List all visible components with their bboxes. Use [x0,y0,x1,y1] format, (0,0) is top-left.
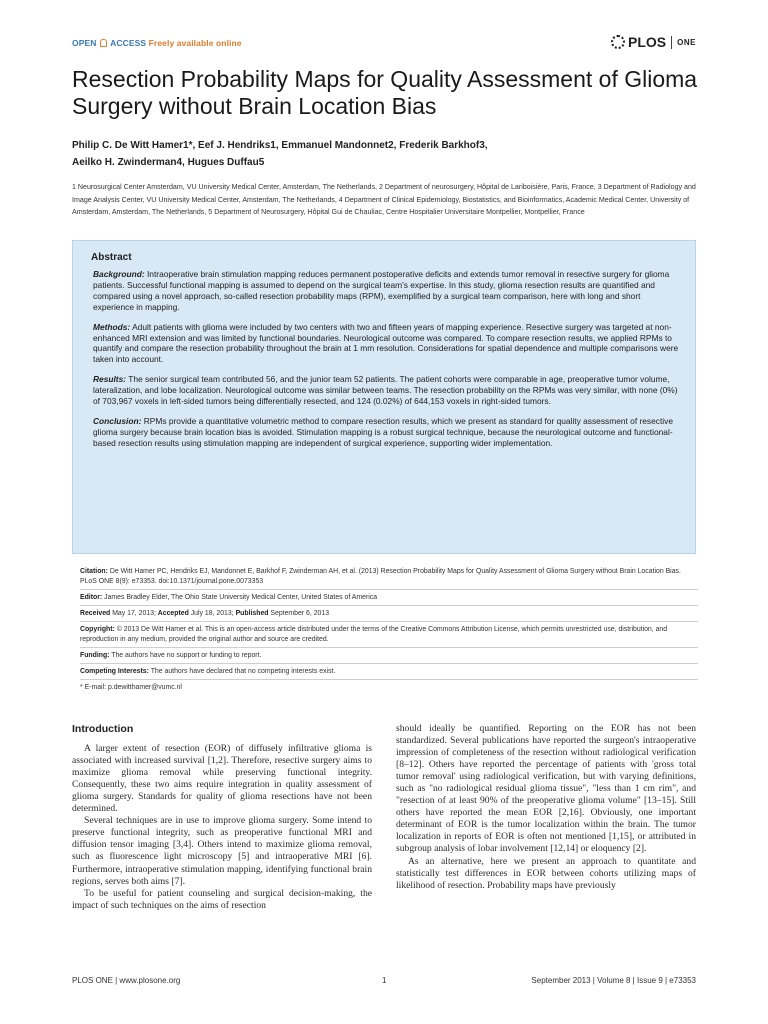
paper-title: Resection Probability Maps for Quality Assessment of Glioma Surgery without Brain Location Bias [72,66,698,119]
footer-issue: September 2013 | Volume 8 | Issue 9 | e73353 [531,976,696,985]
editor-text: James Bradley Elder, The Ohio State University Medical Center, United States of America [104,594,378,601]
author-list [72,137,702,171]
affiliations: 1 Neurosurgical Center Amsterdam, VU University Medical Center, Amsterdam, The Netherlands, 2 Department of neurosurgery, Hôpital de Lariboisière, Paris, France, 3 Department of Radiology and Image Analysis Center, VU University Medical Center, Amsterdam, The Netherlands, 4 Department of Clinical Epidemiology, Biostatistics, and Bioinformatics, Academic Medical Center, University of Amsterdam, Amsterdam, The Netherlands, 5 Department of Neurosurgery, Hôpital Gui de Chauliac, Centre Hospitalier Universitaire Montpellier, Montpellier, France [72,183,696,216]
plos-sun-icon [611,35,625,49]
article-metadata [80,567,698,698]
abstract-results [93,374,679,407]
results-text: The senior surgical team contributed 56, and the junior team 52 patients. The patient cohorts were comparable in age, preoperative tumor volume, lateralization, and lobe localization. Neurological outcome was similar between teams. The resection probability on the RPMs was very similar, with none (0%) of 703,967 voxels in left-sided tumors being differentially resected, and 124 (0.02%) of 644,153 voxels in right-sided tumors. [93,374,678,407]
abstract-box [72,240,696,554]
email-row [80,683,698,695]
conclusion-label: Conclusion: [93,415,142,426]
accepted-label: Accepted [157,610,189,617]
plos-brand: PLOS [628,34,667,50]
methods-label: Methods: [93,321,131,332]
received-date: May 17, 2013; [112,610,156,617]
competing-label: Competing Interests: [80,668,149,675]
journal-header [72,36,696,58]
abstract-conclusion [93,416,679,449]
body-paragraph: A larger extent of resection (EOR) of diffusely infiltrative glioma is associated with increased survival [1,2]. Therefore, resective surgery aims to maximize glioma removal while preserving functional integrity. Consequently, these two aims require integration in quality assessment of glioma surgery. Standards for quality of glioma resections have not been determined. [72,743,372,815]
competing-row [80,667,698,680]
abstract-background [93,269,679,313]
accepted-date: July 18, 2013; [190,610,234,617]
copyright-text: © 2013 De Witt Hamer et al. This is an open-access article distributed under the terms of the Creative Commons Attribution License, which permits unrestricted use, distribution, and reproduction in any medium, provided the original author and source are credited. [80,626,668,643]
copyright-row [80,625,698,648]
competing-text: The authors have declared that no competing interests exist. [150,668,336,675]
funding-label: Funding: [80,652,110,659]
corresponding-email: * E-mail: p.dewitthamer@vumc.nl [80,684,182,691]
published-date: September 6, 2013 [270,610,330,617]
methods-text: Adult patients with glioma were included by two centers with two and fifteen years of mapping experience. Resective surgery was targeted at non-enhanced MRI extension and was limited by functional boundaries. Neurological outcome was compared. To compare resection results, we applied RPMs to quantify and compare the resection probability throughout the brain at 1 mm resolution. Considerations for spatial dependence and multiple comparisons were taken into account. [93,321,679,365]
authors-line-1: Philip C. De Witt Hamer1*, Eef J. Hendriks1, Emmanuel Mandonnet2, Frederik Barkhof3, [72,140,488,151]
body-paragraph: As an alternative, here we present an approach to quantitate and statistically test differences in EOR between cohorts utilizing maps of likelihood of resection. Probability maps have previously [396,855,696,891]
abstract-methods [93,322,679,366]
body-column-left [72,723,372,912]
body-paragraph: To be useful for patient counseling and surgical decision-making, the impact of such techniques on the aims of resection [72,887,372,911]
introduction-heading: Introduction [72,723,134,735]
access-label: ACCESS [110,38,147,48]
open-lock-icon [100,39,107,47]
background-label: Background: [93,269,145,279]
funding-row [80,651,698,664]
freely-available-label: Freely available online [148,38,242,48]
body-column-right [396,723,696,892]
body-paragraph: Several techniques are in use to improve glioma surgery. Some intend to preserve functional integrity, such as preoperative functional MRI and diffusion tensor imaging [3,4]. Others intend to maximize glioma removal, such as fluorescence light microscopy [5] and intraoperative MRI [6]. Furthermore, intraoperative stimulation mapping, identifying functional brain regions, serves both aims [7]. [72,815,372,887]
citation-text: De Witt Hamer PC, Hendriks EJ, Mandonnet E, Barkhof F, Zwinderman AH, et al. (2013) Resection Probability Maps for Quality Assessment of Glioma Surgery without Brain Location Bias. PLoS ONE 8(9): e73353. doi:10.1371/journal.pone.0073353 [80,568,681,585]
open-label: OPEN [72,38,97,48]
footer-journal[interactable]: PLOS ONE | www.plosone.org [72,976,181,985]
results-label: Results: [93,374,127,385]
abstract-heading: Abstract [91,252,132,263]
citation-row [80,567,698,590]
open-access-label [72,38,242,48]
editor-row [80,593,698,606]
page-footer [72,976,696,990]
received-label: Received [80,610,111,617]
funding-text: The authors have no support or funding to report. [111,652,262,659]
copyright-label: Copyright: [80,626,115,633]
dates-row [80,609,698,622]
logo-divider [671,36,672,49]
conclusion-text: RPMs provide a quantitative volumetric method to compare resection results, which we present as standard for quality assessment of resective glioma surgery because brain location bias is avoided. Stimulation mapping is a robust surgical technique, because the neurological outcome and functional-based resection results using stimulation mapping are independent of surgical experience, supporting wider implementation. [93,415,673,448]
citation-label: Citation: [80,568,108,575]
plos-one-logo[interactable] [611,34,696,50]
body-paragraph: should ideally be quantified. Reporting on the EOR has not been standardized. Several publications have reported the surgeon's intraoperative impression of completeness of the resection without radiological verification [8–12]. Others have reported the percentage of patients with 'gross total tumor removal' using radiological verification, but with varying definitions, such as "no radiological residual glioma tissue", "less than 1 cm rim", and "resection of at least 90% of the preoperative glioma volume" [13–15]. Still others have reported the mean EOR [2,16]. Obviously, one important determinant of EOR is the tumor localization within the brain. The tumor localization in reports of EOR is often not mentioned [1,15], or attributed in subgroup analysis of lobar involvement [12,14] or eloquency [2]. [396,723,696,855]
editor-label: Editor: [80,594,103,601]
background-text: Intraoperative brain stimulation mapping reduces permanent postoperative deficits and extends tumor removal in resective surgery for glioma patients. Successful functional mapping is assumed to depend on the surgical team's expertise. In this study, glioma resection results are quantified and compared using a novel approach, so-called resection probability maps (RPM), exemplified by a surgical team comparison, here with long and short experience in mapping. [93,269,670,312]
published-label: Published [235,610,269,617]
authors-line-2: Aeilko H. Zwinderman4, Hugues Duffau5 [72,157,265,168]
page-number: 1 [382,976,387,985]
plos-brand-sub: ONE [677,37,696,47]
